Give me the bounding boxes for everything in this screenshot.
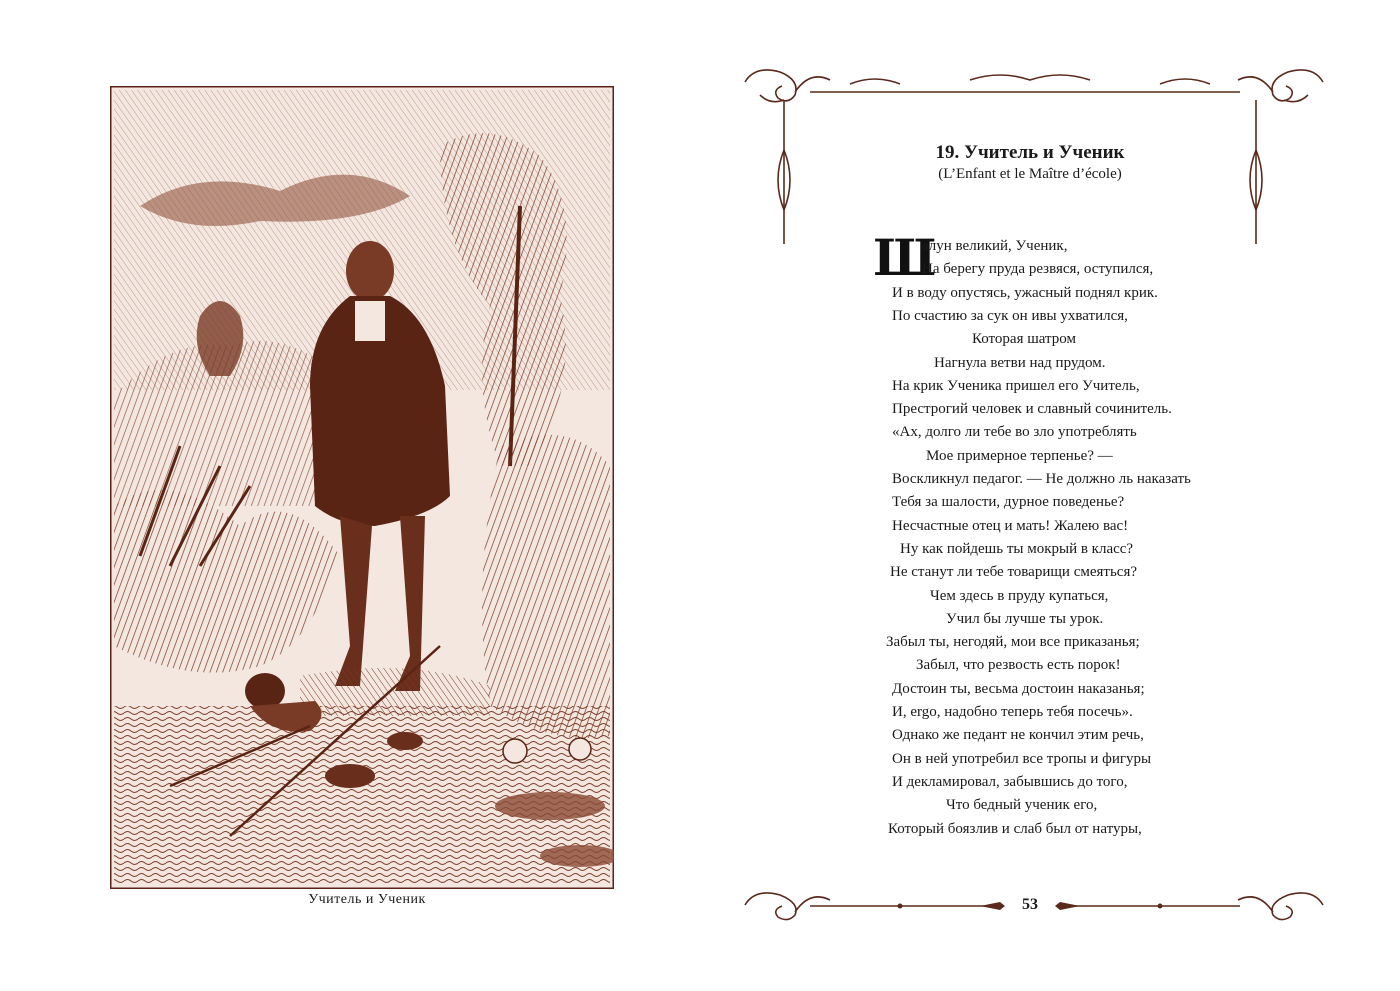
poem-line: Достоин ты, весьма достоин наказанья; (892, 680, 1145, 697)
poem-line: И декламировал, забывшись до того, (892, 773, 1128, 790)
poem-line: На берегу пруда резвяся, оступился, (922, 261, 1154, 278)
poem-line: Престрогий человек и славный сочинитель. (892, 401, 1172, 418)
illustration-svg (110, 86, 614, 889)
page-number: 53 (1022, 896, 1038, 913)
poem-line: Чем здесь в пруду купаться, (930, 587, 1109, 604)
right-page (700, 0, 1400, 991)
poem-line: Учил бы лучше ты урок. (946, 610, 1104, 627)
engraving-illustration (110, 86, 614, 889)
poem-line: И, ergo, надобно теперь тебя посечь». (892, 704, 1133, 720)
page-subtitle: (L’Enfant et le Maître d’école) (938, 166, 1122, 182)
drop-cap: Ш (873, 228, 937, 287)
poem-line: «Ах, долго ли тебе во зло употреблять (892, 424, 1137, 441)
poem-line: Который боязлив и слаб был от натуры, (888, 820, 1142, 837)
poem-line: Однако же педант не кончил этим речь, (892, 727, 1144, 744)
poem-line: И в воду опустясь, ужасный поднял крик. (892, 284, 1158, 301)
poem-line: Он в ней употребил все тропы и фигуры (892, 750, 1152, 767)
poem-line: Нагнула ветви над прудом. (934, 354, 1106, 371)
poem-line: На крик Ученика пришел его Учитель, (892, 377, 1140, 394)
poem-line: По счастию за сук он ивы ухватился, (892, 307, 1128, 324)
poem-line: Ну как пойдешь ты мокрый в класс? (900, 540, 1134, 557)
poem-line: Тебя за шалости, дурное поведенье? (892, 494, 1125, 511)
illustration-caption: Учитель и Ученик (308, 892, 426, 907)
poem-line: Воскликнул педагог. — Не должно ль наказать (892, 471, 1191, 487)
poem-line: Забыл ты, негодяй, мои все приказанья; (886, 634, 1140, 651)
poem-line: Несчастные отец и мать! Жалею вас! (892, 517, 1129, 534)
poem-line: Забыл, что резвость есть порок! (916, 657, 1121, 674)
poem-line: Что бедный ученик его, (946, 797, 1098, 814)
page-title: 19. Учитель и Ученик (935, 142, 1125, 163)
poem-line: алун великий, Ученик, (922, 238, 1068, 254)
poem-line: Которая шатром (972, 331, 1076, 348)
poem-line: Мое примерное терпенье? — (926, 447, 1113, 464)
poem-line: Не станут ли тебе товарищи смеяться? (890, 564, 1138, 581)
